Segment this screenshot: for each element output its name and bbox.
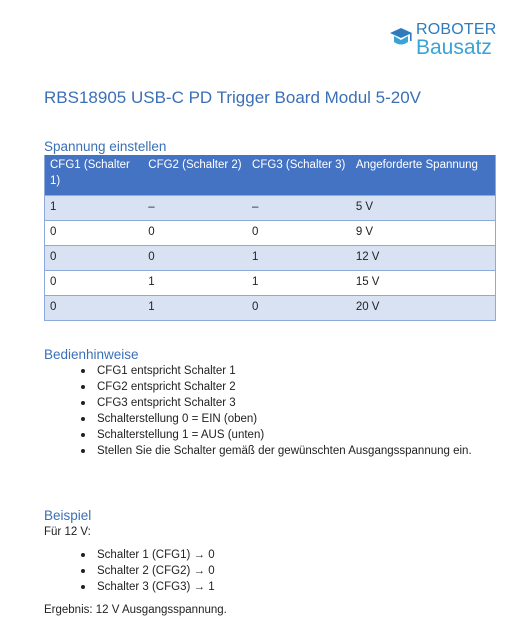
table-cell: 1 xyxy=(247,246,351,271)
table-cell: 1 xyxy=(143,296,247,321)
list-item: Schalter 2 (CFG2) → 0 xyxy=(81,563,381,579)
logo-line-1: ROBOTER xyxy=(416,21,497,38)
table-cell: 0 xyxy=(45,246,144,271)
table-cell: 0 xyxy=(45,271,144,296)
list-item: CFG3 entspricht Schalter 3 xyxy=(81,395,481,411)
list-item: Stellen Sie die Schalter gemäß der gewünschten Ausgangsspannung ein. xyxy=(81,443,481,459)
table-row xyxy=(45,271,496,296)
table-cell: 0 xyxy=(143,221,247,246)
table-cell: 0 xyxy=(143,246,247,271)
table-cell: 0 xyxy=(247,221,351,246)
table-row xyxy=(45,246,496,271)
table-header-row xyxy=(45,155,496,196)
table-cell: 5 V xyxy=(351,196,496,221)
column-header: CFG3 (Schalter 3) xyxy=(247,155,351,196)
table-cell: 0 xyxy=(247,296,351,321)
list-item: Schalter 3 (CFG3) → 1 xyxy=(81,579,381,595)
voltage-table xyxy=(44,155,496,321)
list-item: CFG1 entspricht Schalter 1 xyxy=(81,363,481,379)
example-list xyxy=(81,547,381,595)
table-cell: 12 V xyxy=(351,246,496,271)
table-cell: 1 xyxy=(45,196,144,221)
table-row xyxy=(45,296,496,321)
list-item: CFG2 entspricht Schalter 2 xyxy=(81,379,481,395)
table-cell: 20 V xyxy=(351,296,496,321)
list-item: Schalterstellung 0 = EIN (oben) xyxy=(81,411,481,427)
list-item: Schalter 1 (CFG1) → 0 xyxy=(81,547,381,563)
example-intro: Für 12 V: xyxy=(44,526,91,538)
section-heading-example: Beispiel xyxy=(44,508,92,523)
section-heading-instructions: Bedienhinweise xyxy=(44,347,139,362)
brand-logo xyxy=(389,22,497,58)
table-cell: 1 xyxy=(247,271,351,296)
graduation-cap-icon xyxy=(389,26,413,52)
table-row xyxy=(45,221,496,246)
logo-line-2: Bausatz xyxy=(416,36,492,59)
instructions-list xyxy=(81,363,481,459)
table-cell: – xyxy=(143,196,247,221)
table-cell: 9 V xyxy=(351,221,496,246)
table-cell: 0 xyxy=(45,221,144,246)
column-header: CFG2 (Schalter 2) xyxy=(143,155,247,196)
example-result: Ergebnis: 12 V Ausgangsspannung. xyxy=(44,604,227,616)
list-item: Schalterstellung 1 = AUS (unten) xyxy=(81,427,481,443)
column-header: CFG1 (Schalter 1) xyxy=(45,155,144,196)
column-header: Angeforderte Spannung xyxy=(351,155,496,196)
document-title: RBS18905 USB-C PD Trigger Board Modul 5-20V xyxy=(44,88,422,107)
section-heading-voltage: Spannung einstellen xyxy=(44,139,167,154)
table-cell: – xyxy=(247,196,351,221)
table-cell: 0 xyxy=(45,296,144,321)
table-row xyxy=(45,196,496,221)
logo-text xyxy=(416,22,497,58)
table-cell: 1 xyxy=(143,271,247,296)
table-cell: 15 V xyxy=(351,271,496,296)
